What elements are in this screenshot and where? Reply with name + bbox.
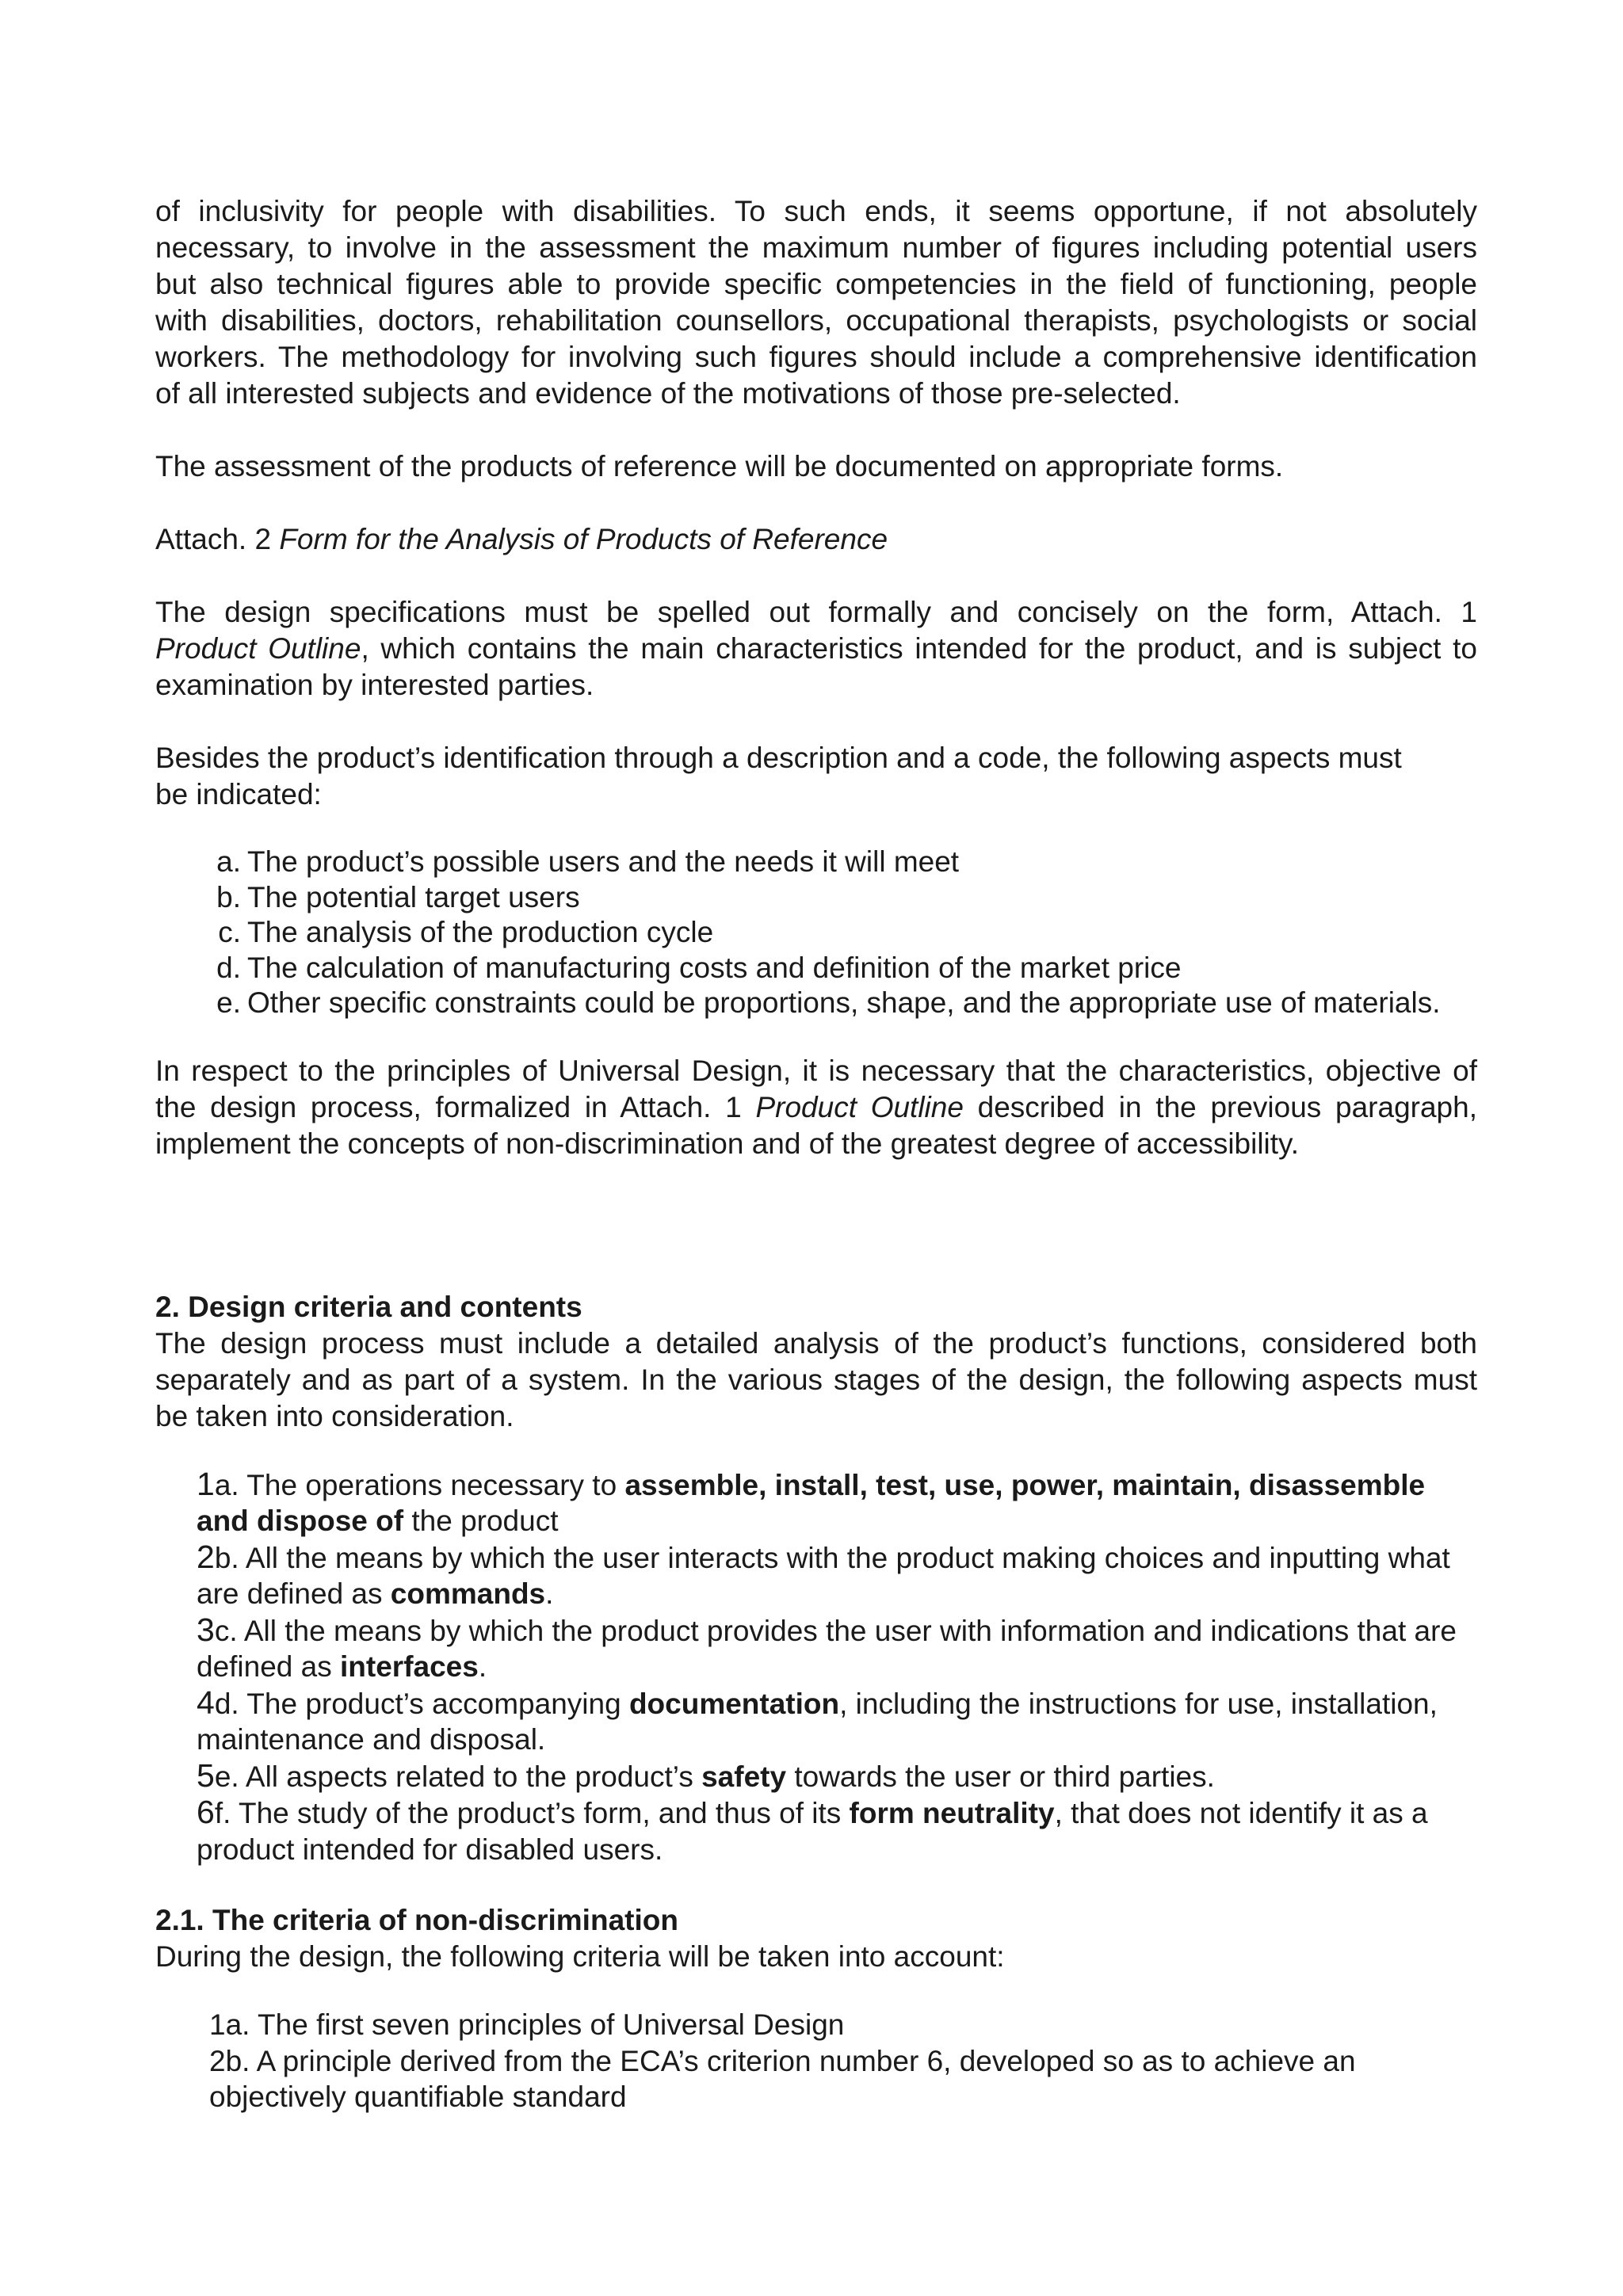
bold-term: form neutrality — [849, 1797, 1055, 1829]
section-heading: 2. Design criteria and contents — [155, 1290, 582, 1323]
item-letter: b. — [214, 1541, 239, 1574]
aspects-list — [155, 845, 1477, 1021]
item-marker: 2b. — [209, 2044, 250, 2077]
list-item — [197, 1612, 1477, 1685]
item-number: 5 — [197, 1756, 215, 1794]
item-number: 1 — [197, 1465, 215, 1502]
paragraph-universal-design — [155, 1053, 1477, 1162]
list-item — [197, 1539, 1477, 1612]
text-span: The product’s accompanying — [239, 1687, 629, 1720]
paragraph-design-specifications — [155, 594, 1477, 704]
paragraph-assessment: The assessment of the products of reference will be documented on appropriate forms. — [155, 450, 1284, 482]
text-span: All the means by which the user interacts with the product making choices and inputting what are defined as — [197, 1541, 1450, 1610]
text-line — [155, 1089, 1477, 1126]
bold-term: interfaces — [340, 1650, 479, 1683]
item-letter: c. — [214, 1614, 238, 1647]
section-non-discrimination — [155, 1902, 1477, 2115]
item-letter: f. — [214, 1797, 231, 1829]
list-item — [155, 986, 1477, 1021]
product-outline-ref: Product Outline — [155, 632, 361, 665]
list-item — [155, 880, 1477, 916]
text-line: but also technical figures able to provide specific competencies in the field of functioning, people — [155, 268, 1477, 300]
list-marker: d. — [216, 951, 241, 984]
product-outline-ref: Product Outline — [755, 1090, 964, 1123]
item-number: 6 — [197, 1794, 215, 1830]
text-span: the design process, formalized in Attach. 1 — [155, 1090, 756, 1123]
list-item — [155, 845, 1477, 880]
text-line: workers. The methodology for involving such figures should include a comprehensive identification — [155, 341, 1477, 373]
list-item — [197, 1758, 1477, 1795]
text-line: implement the concepts of non-discrimination and of the greatest degree of accessibility. — [155, 1127, 1300, 1160]
text-span: . — [545, 1577, 554, 1610]
text-span: All the means by which the product provides the user with information and indications that are defined as — [197, 1614, 1457, 1683]
bold-term: commands — [390, 1577, 546, 1610]
list-marker: c. — [218, 916, 241, 948]
bold-term: documentation — [628, 1687, 840, 1720]
attach-title: Form for the Analysis of Products of Reference — [279, 523, 888, 555]
list-item — [197, 1685, 1477, 1758]
text-line: In respect to the principles of Universal Design, it is necessary that the characteristics, objective of — [155, 1054, 1477, 1087]
text-span: the product — [403, 1505, 559, 1537]
list-item — [197, 1466, 1477, 1539]
list-marker: a. — [216, 845, 241, 878]
bold-term: safety — [701, 1760, 787, 1793]
list-text: The calculation of manufacturing costs and definition of the market price — [247, 951, 1182, 984]
text-span: towards the user or third parties. — [786, 1760, 1215, 1793]
text-line: The design process must include a detailed analysis of the product’s functions, considered both — [155, 1326, 1477, 1360]
text-line: of inclusivity for people with disabilities. To such ends, it seems opportune, if not absolutely — [155, 195, 1477, 227]
list-item — [155, 951, 1477, 986]
item-number: 2 — [197, 1538, 215, 1575]
text-line — [155, 631, 1477, 667]
attach-prefix: Attach. 2 — [155, 523, 280, 555]
paragraph-inclusivity — [155, 193, 1477, 412]
list-marker: e. — [216, 986, 241, 1019]
list-item — [155, 915, 1477, 951]
design-aspects-list — [155, 1466, 1477, 1868]
text-line: examination by interested parties. — [155, 669, 594, 701]
criteria-list — [155, 2007, 1477, 2115]
text-span: , that does not identify it as a product intended for disabled users. — [197, 1797, 1428, 1866]
bold-term: assemble, install, test, use, power, maintain, disassemble and dispose of — [197, 1468, 1426, 1537]
text-span: , including the instructions for use, installation, maintenance and disposal. — [197, 1687, 1438, 1756]
item-letter: a. — [214, 1468, 239, 1501]
attach-2-reference — [155, 521, 1477, 558]
text-span: The operations necessary to — [239, 1468, 625, 1501]
text-span: . — [478, 1650, 487, 1683]
list-text: The potential target users — [247, 880, 580, 913]
text-span: , which contains the main characteristics intended for the product, and is subject to — [361, 632, 1477, 665]
text-line: necessary, to involve in the assessment the maximum number of figures including potential users — [155, 231, 1477, 264]
list-text: The analysis of the production cycle — [247, 916, 714, 948]
list-text: The first seven principles of Universal Design — [250, 2008, 845, 2041]
text-line: with disabilities, doctors, rehabilitation counsellors, occupational therapists, psychologists or social — [155, 304, 1477, 337]
section-heading: 2.1. The criteria of non-discrimination — [155, 1904, 678, 1936]
list-marker: b. — [216, 880, 241, 913]
text-line: of all interested subjects and evidence of the motivations of those pre-selected. — [155, 377, 1181, 410]
text-line: During the design, the following criteria will be taken into account: — [155, 1940, 1005, 1973]
document-page — [155, 193, 1477, 2115]
list-text: Other specific constraints could be proportions, shape, and the appropriate use of materials. — [247, 986, 1441, 1019]
text-span: described in the previous paragraph, — [963, 1090, 1477, 1123]
paragraph-identification: Besides the product’s identification through a description and a code, the following aspects must be indicated: — [155, 742, 1402, 810]
list-item — [209, 2007, 1477, 2043]
list-item — [197, 1794, 1477, 1867]
item-number: 4 — [197, 1684, 215, 1721]
list-text: The product’s possible users and the needs it will meet — [247, 845, 960, 878]
text-span: The study of the product’s form, and thus of its — [231, 1797, 850, 1829]
section-design-criteria — [155, 1289, 1477, 1868]
text-line: be taken into consideration. — [155, 1399, 514, 1432]
text-line: separately and as part of a system. In the various stages of the design, the following aspects must — [155, 1363, 1477, 1396]
item-letter: e. — [214, 1760, 239, 1793]
text-line: The design specifications must be spelled out formally and concisely on the form, Attach. 1 — [155, 596, 1477, 628]
item-number: 3 — [197, 1611, 215, 1648]
item-letter: d. — [214, 1687, 239, 1720]
list-item — [209, 2043, 1477, 2115]
item-marker: 1a. — [209, 2008, 250, 2041]
list-text: A principle derived from the ECA’s criterion number 6, developed so as to achieve an objectively quantifiable standard — [209, 2044, 1356, 2113]
text-span: All aspects related to the product’s — [239, 1760, 702, 1793]
